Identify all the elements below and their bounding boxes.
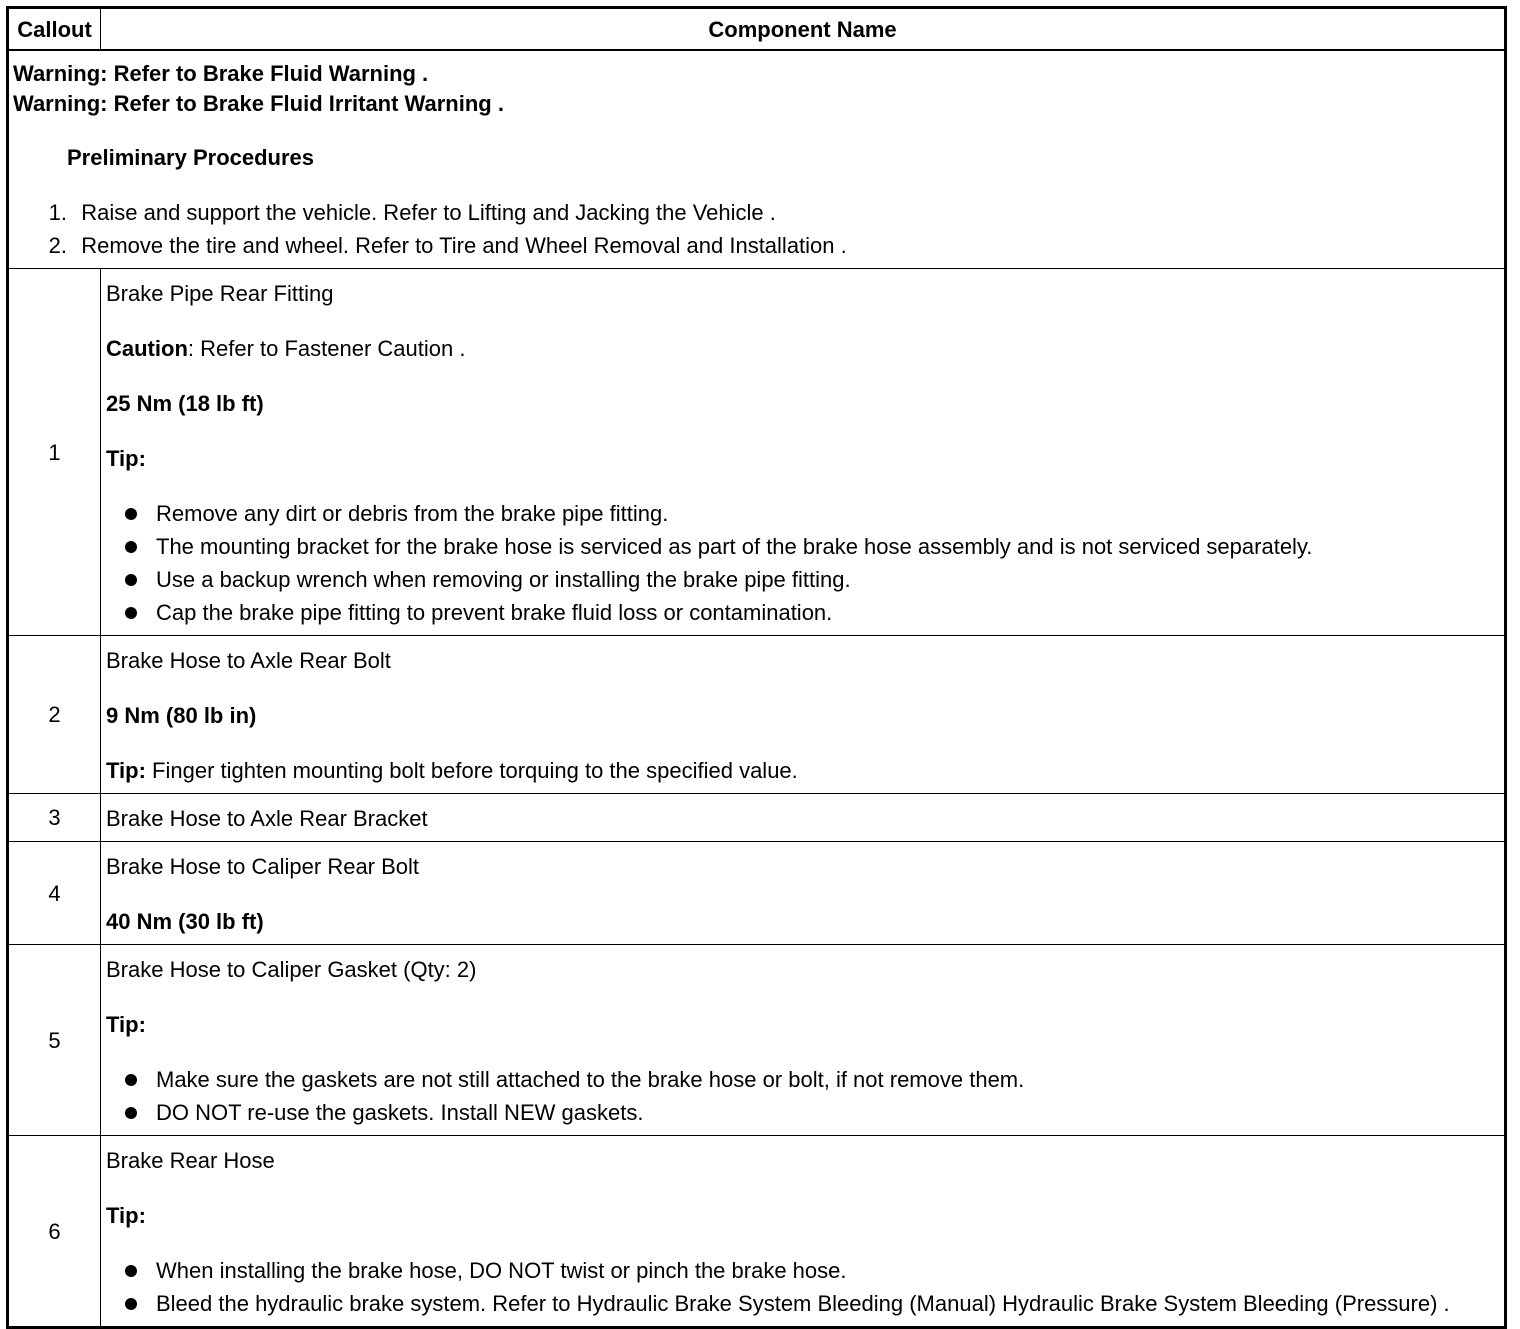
spacer — [106, 365, 1500, 387]
list-item — [106, 1096, 1500, 1129]
tip-list — [106, 1063, 1500, 1129]
callout-number: 3 — [8, 794, 101, 842]
bullet-icon — [106, 1254, 156, 1287]
caution-label: Caution — [106, 336, 188, 361]
list-item — [106, 1287, 1500, 1320]
spacer — [106, 1041, 1500, 1063]
table-row — [8, 794, 1506, 842]
callout-number: 4 — [8, 842, 101, 945]
tip-line — [106, 754, 1500, 787]
table-row — [8, 1136, 1506, 1328]
list-item — [106, 1254, 1500, 1287]
callout-number: 6 — [8, 1136, 101, 1328]
tip-label: Tip: — [106, 758, 146, 783]
warning-text: Warning: Refer to Brake Fluid Irritant Warning . — [13, 91, 504, 116]
bullet-icon — [106, 530, 156, 563]
tip-text: Make sure the gaskets are not still attached to the brake hose or bolt, if not remove them. — [156, 1067, 1025, 1092]
tip-text: When installing the brake hose, DO NOT twist or pinch the brake hose. — [156, 1258, 847, 1283]
list-item — [13, 229, 1500, 262]
warning-row — [8, 50, 1506, 269]
torque-spec: 40 Nm (30 lb ft) — [106, 909, 264, 934]
tip-list — [106, 497, 1500, 629]
component-cell — [101, 269, 1506, 636]
warning-text: Warning: Refer to Brake Fluid Warning . — [13, 61, 429, 86]
caution-text: : Refer to Fastener Caution . — [187, 336, 466, 361]
bullet-icon — [106, 497, 156, 530]
preliminary-procedures-title: Preliminary Procedures — [67, 145, 315, 170]
list-item — [106, 1063, 1500, 1096]
spacer — [106, 986, 1500, 1008]
component-cell — [101, 1136, 1506, 1328]
table-row — [8, 269, 1506, 636]
torque-spec: 9 Nm (80 lb in) — [106, 703, 257, 728]
tip-text: Finger tighten mounting bolt before torquing to the specified value. — [145, 758, 798, 783]
spacer — [106, 1177, 1500, 1199]
spacer — [106, 475, 1500, 497]
component-table — [6, 6, 1507, 1329]
component-name: Brake Hose to Axle Rear Bracket — [106, 806, 428, 831]
callout-number: 1 — [8, 269, 101, 636]
tip-label: Tip: — [106, 446, 146, 471]
component-name: Brake Rear Hose — [106, 1148, 275, 1173]
spacer — [106, 883, 1500, 905]
bullet-icon — [106, 596, 156, 629]
callout-number: 5 — [8, 945, 101, 1136]
step-number: 2. — [48, 233, 67, 258]
bullet-icon — [106, 1096, 156, 1129]
step-number: 1. — [48, 200, 67, 225]
spacer — [106, 677, 1500, 699]
component-cell — [101, 636, 1506, 794]
table-row — [8, 636, 1506, 794]
list-item — [106, 530, 1500, 563]
list-item — [106, 563, 1500, 596]
spacer — [106, 310, 1500, 332]
tip-label: Tip: — [106, 1012, 146, 1037]
tip-list — [106, 1254, 1500, 1320]
tip-text: DO NOT re-use the gaskets. Install NEW gaskets. — [156, 1100, 644, 1125]
component-name: Brake Hose to Caliper Rear Bolt — [106, 854, 420, 879]
component-name: Brake Hose to Caliper Gasket (Qty: 2) — [106, 957, 477, 982]
step-text: Remove the tire and wheel. Refer to Tire and Wheel Removal and Installation . — [81, 233, 847, 258]
torque-spec: 25 Nm (18 lb ft) — [106, 391, 264, 416]
callout-number: 2 — [8, 636, 101, 794]
spacer — [106, 420, 1500, 442]
table-row — [8, 842, 1506, 945]
spacer — [106, 1232, 1500, 1254]
component-cell — [101, 794, 1506, 842]
tip-text: Remove any dirt or debris from the brake pipe fitting. — [156, 501, 669, 526]
spacer — [106, 732, 1500, 754]
bullet-icon — [106, 1287, 156, 1320]
component-cell — [101, 842, 1506, 945]
tip-text: Use a backup wrench when removing or installing the brake pipe fitting. — [156, 567, 851, 592]
tip-label: Tip: — [106, 1203, 146, 1228]
bullet-icon — [106, 1063, 156, 1096]
preliminary-steps-list — [13, 196, 1500, 262]
table-header-row — [8, 8, 1506, 51]
warning-cell — [8, 50, 1506, 269]
spacer — [13, 174, 1500, 196]
caution-line — [106, 332, 1500, 365]
list-item — [106, 596, 1500, 629]
tip-text: Cap the brake pipe fitting to prevent brake fluid loss or contamination. — [156, 600, 833, 625]
component-name-column-header: Component Name — [101, 8, 1506, 51]
component-name: Brake Pipe Rear Fitting — [106, 281, 334, 306]
table-row — [8, 945, 1506, 1136]
tip-text: Bleed the hydraulic brake system. Refer to Hydraulic Brake System Bleeding (Manual) Hydraulic Brake System Bleeding (Pressure) . — [156, 1291, 1450, 1316]
spacer — [13, 119, 1500, 141]
list-item — [13, 196, 1500, 229]
component-name: Brake Hose to Axle Rear Bolt — [106, 648, 391, 673]
tip-text: The mounting bracket for the brake hose is serviced as part of the brake hose assembly and is not serviced separately. — [156, 534, 1313, 559]
bullet-icon — [106, 563, 156, 596]
callout-column-header: Callout — [8, 8, 101, 51]
component-cell — [101, 945, 1506, 1136]
step-text: Raise and support the vehicle. Refer to Lifting and Jacking the Vehicle . — [81, 200, 776, 225]
list-item — [106, 497, 1500, 530]
